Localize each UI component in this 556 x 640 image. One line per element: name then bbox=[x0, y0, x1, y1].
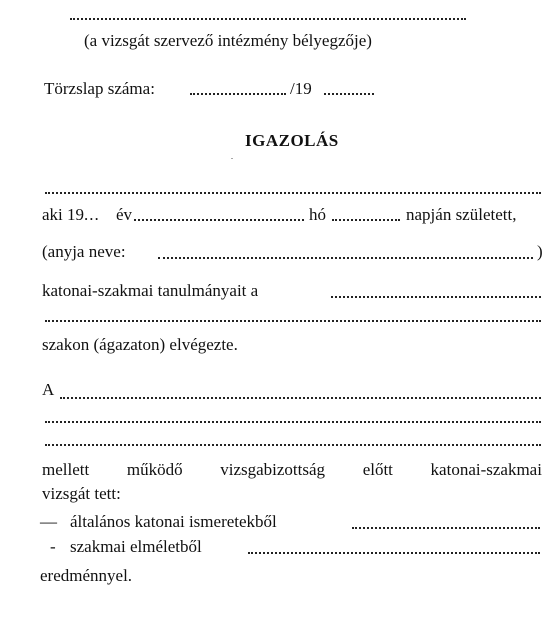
committee-field-1[interactable] bbox=[60, 397, 541, 399]
birth-prefix-text: aki 19 bbox=[42, 205, 85, 224]
result-2-dash: - bbox=[50, 537, 56, 556]
result-1-dash: — bbox=[40, 512, 57, 531]
birth-month-field[interactable] bbox=[134, 219, 304, 221]
result-2-label: szakmai elméletből bbox=[70, 537, 202, 556]
page-title: IGAZOLÁS bbox=[245, 131, 339, 150]
mother-name-field[interactable] bbox=[158, 257, 533, 259]
result-2-field[interactable] bbox=[248, 552, 540, 554]
mother-close-paren: ) bbox=[537, 242, 543, 261]
institution-field-1[interactable] bbox=[331, 296, 541, 298]
stamp-caption: (a vizsgát szervező intézmény bélyegzője) bbox=[84, 31, 372, 50]
birth-month-word: hó bbox=[309, 205, 326, 224]
registry-year-field[interactable] bbox=[324, 93, 374, 95]
studies-text: katonai-szakmai tanulmányait a bbox=[42, 281, 259, 300]
registry-label: Törzslap száma: bbox=[44, 79, 155, 98]
committee-word: működő bbox=[126, 460, 183, 479]
stamp-dotted-line bbox=[70, 18, 466, 20]
committee-word: katonai-szakmai bbox=[430, 460, 542, 479]
result-1-label: általános katonai ismeretekből bbox=[70, 512, 277, 531]
name-field[interactable] bbox=[45, 192, 541, 194]
institution-field-2[interactable] bbox=[45, 320, 541, 322]
committee-line-2: vizsgát tett: bbox=[42, 484, 121, 503]
birth-year-word: év bbox=[116, 205, 133, 224]
committee-word: vizsgabizottság bbox=[220, 460, 326, 479]
committee-field-2[interactable] bbox=[45, 421, 541, 423]
result-1-field[interactable] bbox=[352, 527, 540, 529]
stray-mark: . bbox=[231, 152, 233, 161]
completion-text: szakon (ágazaton) elvégezte. bbox=[42, 335, 238, 354]
registry-year-suffix: /19 bbox=[290, 79, 312, 98]
committee-word: előtt bbox=[362, 460, 393, 479]
committee-word: mellett bbox=[42, 460, 90, 479]
birth-day-phrase: napján született, bbox=[406, 205, 517, 224]
committee-article: A bbox=[42, 380, 55, 399]
birth-day-field[interactable] bbox=[332, 219, 400, 221]
mother-label: (anyja neve: bbox=[42, 242, 126, 261]
committee-justified-line bbox=[42, 460, 542, 480]
closing-text: eredménnyel. bbox=[40, 566, 133, 585]
birth-prefix: aki 19... bbox=[42, 205, 100, 224]
registry-number-field[interactable] bbox=[190, 93, 286, 95]
committee-field-3[interactable] bbox=[45, 444, 541, 446]
